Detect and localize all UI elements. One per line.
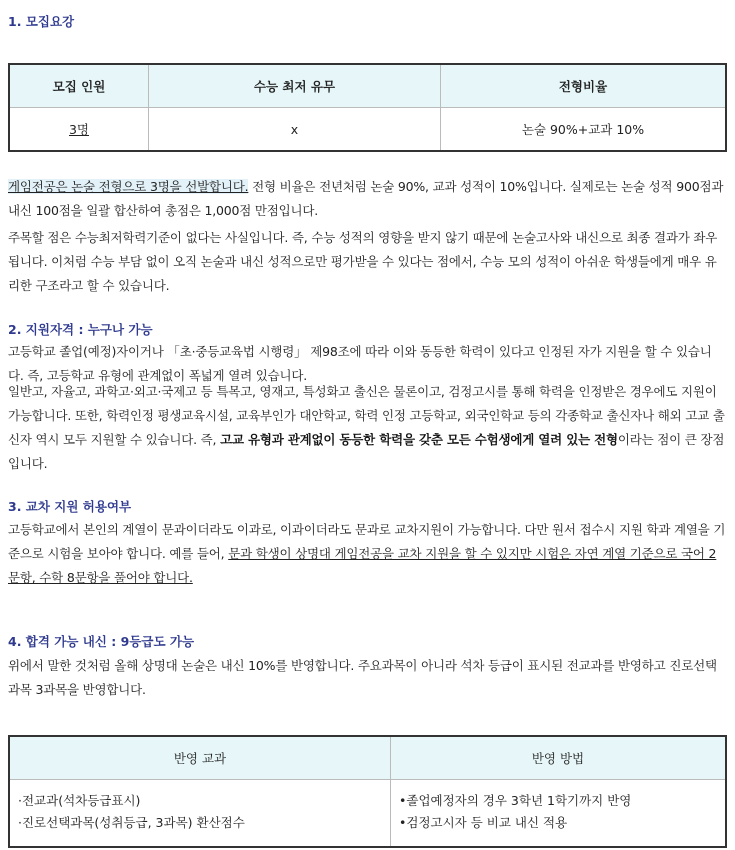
list-item: ·전교과(석차등급표시) <box>18 793 141 808</box>
paragraph-school-types: 일반고, 자율고, 과학고·외고·국제고 등 특목고, 영재고, 특성화고 출신은 물론이고, 검정고시를 통해 학력을 인정받은 경우에도 지원이 가능합니다. 또한, 학력인정 평생교육시설, 교육부인가 대안학교, 학력 인정 고등학교, 외국인학교 등의 각종학교 출신자나 해외 고교 출신자 역시 모두 지원할 수 있습니다. 즉, 고교 유형과 관계없이 동등한 학력을 갖춘 모든 수험생에게 열려 있는 전형이라는 점이 큰 장점입니다. <box>8 384 725 471</box>
section-1-title: 1. 모집요강 <box>8 14 75 29</box>
section-2-title: 2. 지원자격 : 누구나 가능 <box>8 322 153 337</box>
list-item: •검정고시자 등 비교 내신 적용 <box>399 815 568 830</box>
recruitment-table <box>8 63 727 152</box>
th-csat-minimum: 수능 최저 유무 <box>149 64 441 108</box>
td-subjects <box>9 780 391 848</box>
th-ratio: 전형비율 <box>441 64 727 108</box>
emphasis-open-to-all: 고교 유형과 관계없이 동등한 학력을 갖춘 모든 수험생에게 열려 있는 전형 <box>220 432 618 447</box>
th-method: 반영 방법 <box>391 736 727 780</box>
paragraph-overview: 게임전공은 논술 전형으로 3명을 선발합니다. 전형 비율은 전년처럼 논술 90%, 교과 성적이 10%입니다. 실제로는 논술 성적 900점과 내신 100점을 일괄 합산하여 총점은 1,000점 만점입니다. <box>8 179 724 218</box>
paragraph-cross-apply: 고등학교에서 본인의 계열이 문과이더라도 이과로, 이과이더라도 문과로 교차지원이 가능합니다. 다만 원서 접수시 지원 학과 계열을 기준으로 시험을 보아야 합니다. 예를 들어, 문과 학생이 상명대 게임전공을 교차 지원을 할 수 있지만 시험은 자연 계열 기준으로 국어 2문항, 수학 8문항을 풀어야 합니다. <box>8 522 726 585</box>
paragraph-no-csat: 주목할 점은 수능최저학력기준이 없다는 사실입니다. 즉, 수능 성적의 영향을 받지 않기 때문에 논술고사와 내신으로 최종 결과가 좌우됩니다. 이처럼 수능 부담 없이 오직 논술과 내신 성적으로만 평가받을 수 있다는 점에서, 수능 모의 성적이 아쉬운 학생들에게 매우 유리한 구조라고 할 수 있습니다. <box>8 230 718 293</box>
th-subjects: 반영 교과 <box>9 736 391 780</box>
list-item: •졸업예정자의 경우 3학년 1학기까지 반영 <box>399 793 632 808</box>
list-item: ·진로선택과목(성취등급, 3과목) 환산점수 <box>18 815 245 830</box>
underlined-example: 문과 학생이 상명대 게임전공을 교차 지원을 할 수 있지만 시험은 자연 계열 기준으로 국어 2문항, 수학 8문항을 풀어야 합니다. <box>8 546 717 585</box>
td-ratio: 논술 90%+교과 10% <box>521 122 645 137</box>
section-4-title: 4. 합격 가능 내신 : 9등급도 가능 <box>8 634 195 649</box>
paragraph-grades: 위에서 말한 것처럼 올해 상명대 논술은 내신 10%를 반영합니다. 주요과목이 아니라 석차 등급이 표시된 전교과를 반영하고 진로선택과목 3과목을 반영합니다. <box>8 658 717 697</box>
section-3-title: 3. 교차 지원 허용여부 <box>8 499 132 514</box>
td-csat-minimum: x <box>149 108 441 152</box>
paragraph-eligibility: 고등학교 졸업(예정)자이거나 「초·중등교육법 시행령」 제98조에 따라 이와 동등한 학력이 있다고 인정된 자가 지원을 할 수 있습니다. 즉, 고등학교 유형에 관계없이 폭넓게 열려 있습니다. <box>8 344 712 383</box>
th-recruit-count: 모집 인원 <box>9 64 149 108</box>
grade-reflection-table <box>8 735 727 848</box>
highlighted-sentence: 게임전공은 논술 전형으로 3명을 선발합니다. <box>8 179 249 194</box>
td-method <box>391 780 727 848</box>
td-recruit-count: 3명 <box>9 108 149 152</box>
